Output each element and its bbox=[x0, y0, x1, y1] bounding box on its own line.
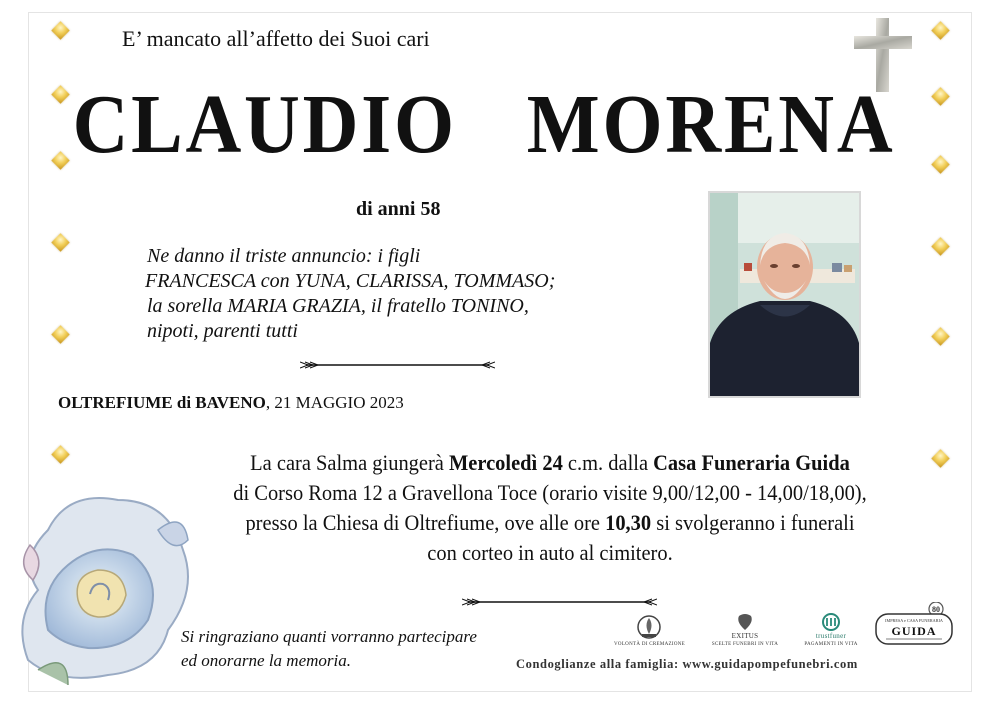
arrow-divider bbox=[300, 361, 495, 369]
age-text: di anni 58 bbox=[356, 198, 441, 220]
cremation-logo bbox=[614, 612, 684, 647]
condolences-text: Condoglianze alla famiglia: www.guidapompefunebri.com bbox=[516, 657, 858, 671]
guida-logo bbox=[874, 602, 954, 646]
logo-caption: VOLONTÀ DI CREMAZIONE bbox=[614, 642, 686, 647]
deceased-photo bbox=[708, 191, 861, 398]
thanks-message bbox=[181, 625, 477, 673]
logo-caption: SCELTE FUNEBRI IN VITA bbox=[711, 642, 779, 647]
family-line: Ne danno il triste annuncio: i figli bbox=[147, 245, 421, 267]
details-line bbox=[178, 508, 922, 538]
details-funeral-home: Casa Funeraria Guida bbox=[653, 450, 850, 475]
details-time: 10,30 bbox=[605, 510, 652, 535]
family-line: la sorella MARIA GRAZIA, il fratello TONINO, bbox=[147, 295, 529, 317]
trustfuner-logo bbox=[796, 612, 866, 647]
details-text: si svolgeranno i funerali bbox=[651, 510, 855, 535]
trustfuner-logo-icon bbox=[819, 612, 843, 632]
place-date bbox=[58, 393, 404, 413]
date-text: , 21 MAGGIO 2023 bbox=[265, 393, 404, 412]
place-name: OLTREFIUME di BAVENO bbox=[58, 393, 266, 412]
guida-name: GUIDA bbox=[891, 624, 937, 638]
details-text: c.m. dalla bbox=[562, 450, 654, 475]
rose-icon bbox=[8, 470, 198, 695]
details-line: di Corso Roma 12 a Gravellona Toce (orario visite 9,00/12,00 - 14,00/18,00), bbox=[233, 480, 867, 505]
details-text: presso la Chiesa di Oltrefiume, ove alle ore bbox=[245, 510, 606, 535]
thanks-line: Si ringraziano quanti vorranno partecipare bbox=[181, 627, 477, 646]
funeral-details bbox=[178, 448, 922, 568]
exitus-label: EXITUS bbox=[731, 632, 759, 640]
details-text: La cara Salma giungerà bbox=[250, 450, 449, 475]
family-announcement bbox=[147, 244, 687, 344]
service-logos bbox=[600, 605, 960, 657]
details-line: con corteo in auto al cimitero. bbox=[427, 540, 673, 565]
guida-top-text: IMPRESA e CASA FUNERARIA bbox=[885, 618, 943, 623]
details-line bbox=[178, 448, 922, 478]
exitus-logo bbox=[710, 612, 780, 647]
deceased-name: CLAUDIO MORENA bbox=[72, 78, 896, 171]
guida-years: 80 bbox=[932, 605, 940, 614]
cremation-logo-icon bbox=[634, 612, 664, 640]
trustfuner-label: trustfuner bbox=[815, 632, 847, 640]
family-line: nipoti, parenti tutti bbox=[147, 320, 298, 342]
intro-text: E’ mancato all’affetto dei Suoi cari bbox=[122, 26, 430, 51]
exitus-logo-icon bbox=[730, 612, 760, 632]
details-day: Mercoledì 24 bbox=[448, 450, 563, 475]
thanks-line: ed onorarne la memoria. bbox=[181, 651, 351, 670]
arrow-divider bbox=[462, 598, 657, 606]
logo-caption: PAGAMENTI IN VITA bbox=[804, 642, 858, 647]
family-line: FRANCESCA con YUNA, CLARISSA, TOMMASO; bbox=[145, 270, 556, 292]
